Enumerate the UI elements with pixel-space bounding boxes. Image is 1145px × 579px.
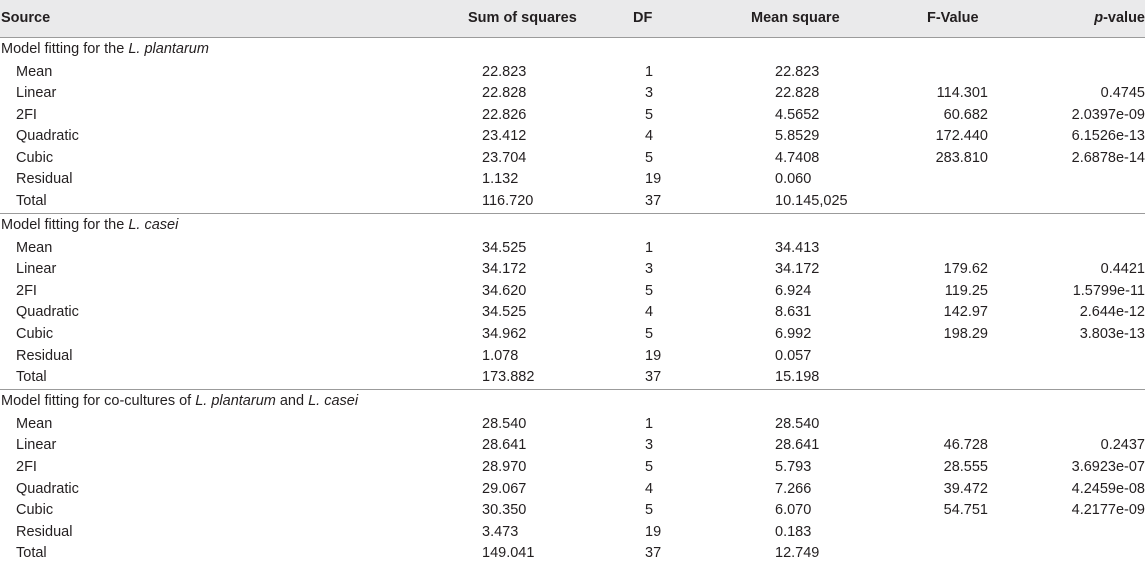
cell-f-value: 172.440 — [935, 128, 988, 145]
cell-p-value: 2.644e-12 — [1079, 304, 1145, 321]
cell-source: Quadratic — [16, 128, 79, 145]
cell-p-value: 0.2437 — [1100, 437, 1145, 454]
cell-f-value: 198.29 — [943, 326, 988, 343]
cell-df: 19 — [645, 347, 662, 364]
cell-p-value — [1005, 346, 1145, 368]
cell-df: 5 — [645, 282, 654, 299]
section-title-species: L. casei — [128, 216, 179, 233]
cell-source: Residual — [16, 347, 73, 364]
cell-mean-square: 5.793 — [775, 459, 812, 475]
cell-df: 5 — [645, 502, 654, 519]
table-row — [0, 62, 1145, 84]
cell-sum-of-squares: 30.350 — [482, 502, 527, 519]
cell-source: Mean — [16, 415, 53, 432]
section-title — [0, 213, 1145, 238]
cell-f-value: 179.62 — [943, 261, 988, 278]
cell-p-value: 3.803e-13 — [1079, 326, 1145, 343]
cell-df: 4 — [645, 480, 654, 497]
cell-p-value — [1005, 414, 1145, 436]
cell-source: Total — [16, 193, 47, 210]
cell-mean-square: 34.172 — [775, 261, 820, 278]
cell-f-value — [875, 191, 1005, 213]
table-row — [0, 238, 1145, 260]
cell-source: Residual — [16, 171, 73, 188]
cell-f-value: 114.301 — [936, 85, 988, 102]
header-sum-of-squares: Sum of squares — [385, 0, 625, 37]
cell-f-value — [875, 169, 1005, 191]
cell-source: Quadratic — [16, 304, 79, 321]
cell-sum-of-squares: 34.620 — [482, 282, 527, 299]
cell-mean-square: 34.413 — [775, 239, 820, 256]
cell-df: 37 — [645, 545, 662, 562]
section-title-text: Model fitting for the — [1, 216, 129, 233]
section-title — [0, 37, 1145, 62]
cell-f-value — [875, 522, 1005, 544]
cell-sum-of-squares: 22.828 — [482, 85, 527, 102]
cell-f-value — [875, 367, 1005, 389]
cell-p-value: 4.2177e-09 — [1071, 502, 1145, 519]
table-row — [0, 346, 1145, 368]
section-title — [0, 389, 1145, 414]
table-row — [0, 105, 1145, 127]
table-row — [0, 435, 1145, 457]
cell-sum-of-squares: 28.540 — [482, 415, 527, 432]
cell-df: 19 — [645, 171, 662, 188]
cell-source: Total — [16, 545, 47, 562]
cell-source: 2FI — [16, 106, 37, 123]
cell-sum-of-squares: 149.041 — [482, 545, 535, 562]
cell-source: 2FI — [16, 282, 37, 299]
cell-p-value — [1005, 522, 1145, 544]
cell-p-value — [1005, 62, 1145, 84]
section-title-text: Model fitting for the — [1, 40, 129, 57]
cell-source: 2FI — [16, 459, 37, 475]
cell-mean-square: 22.828 — [775, 85, 820, 102]
cell-mean-square: 6.924 — [775, 282, 812, 299]
header-p-value — [1005, 0, 1145, 37]
cell-source: Cubic — [16, 326, 54, 343]
table-row — [0, 500, 1145, 522]
cell-mean-square: 6.070 — [775, 502, 812, 519]
cell-df: 1 — [645, 415, 654, 432]
table-row — [0, 83, 1145, 105]
cell-f-value: 119.25 — [944, 282, 988, 299]
cell-source: Linear — [16, 261, 57, 278]
cell-f-value: 142.97 — [943, 304, 988, 321]
cell-sum-of-squares: 29.067 — [482, 480, 527, 497]
header-f-value: F-Value — [875, 0, 1005, 37]
table-row — [0, 324, 1145, 346]
cell-source: Linear — [16, 85, 57, 102]
cell-sum-of-squares: 23.412 — [482, 128, 527, 145]
cell-mean-square: 28.641 — [775, 437, 820, 454]
cell-f-value — [875, 238, 1005, 260]
table-row — [0, 302, 1145, 324]
cell-df: 4 — [645, 128, 654, 145]
cell-source: Residual — [16, 523, 73, 540]
cell-sum-of-squares: 34.962 — [482, 326, 527, 343]
cell-mean-square: 0.057 — [775, 347, 812, 364]
cell-p-value: 3.6923e-07 — [1071, 459, 1145, 475]
cell-p-value: 6.1526e-13 — [1071, 128, 1145, 145]
cell-p-value: 0.4421 — [1100, 261, 1145, 278]
cell-df: 37 — [645, 193, 662, 210]
cell-df: 1 — [645, 239, 654, 256]
cell-p-value: 0.4745 — [1100, 85, 1145, 102]
table-row — [0, 367, 1145, 389]
cell-mean-square: 4.5652 — [775, 106, 820, 123]
cell-mean-square: 22.823 — [775, 63, 820, 80]
header-p-rest: -value — [1103, 10, 1145, 27]
cell-source: Total — [16, 369, 47, 386]
header-mean-square: Mean square — [695, 0, 875, 37]
cell-df: 37 — [645, 369, 662, 386]
table-row — [0, 191, 1145, 213]
section-heading-row — [0, 37, 1145, 62]
cell-mean-square: 6.992 — [775, 326, 812, 343]
cell-p-value: 2.6878e-14 — [1071, 149, 1145, 166]
cell-f-value: 283.810 — [935, 149, 988, 166]
cell-mean-square: 15.198 — [775, 369, 820, 386]
cell-sum-of-squares: 23.704 — [482, 149, 527, 166]
cell-mean-square: 8.631 — [775, 304, 812, 321]
table-row — [0, 522, 1145, 544]
section-title-text: Model fitting for co-cultures of — [1, 393, 196, 410]
section-title-species: L. plantarum — [128, 40, 209, 57]
cell-df: 3 — [645, 437, 654, 454]
cell-mean-square: 10.145,025 — [775, 193, 848, 210]
header-p-italic: p — [1094, 10, 1104, 27]
cell-df: 1 — [645, 63, 654, 80]
table-row — [0, 414, 1145, 436]
table-row — [0, 259, 1145, 281]
cell-p-value: 2.0397e-09 — [1071, 106, 1145, 123]
cell-f-value: 39.472 — [943, 480, 988, 497]
table-row — [0, 479, 1145, 501]
table-row — [0, 543, 1145, 565]
cell-df: 19 — [645, 523, 662, 540]
cell-p-value — [1005, 367, 1145, 389]
cell-p-value: 1.5799e-11 — [1072, 282, 1145, 299]
cell-source: Mean — [16, 63, 53, 80]
table-row — [0, 169, 1145, 191]
cell-sum-of-squares: 1.132 — [482, 171, 519, 188]
section-heading-row — [0, 213, 1145, 238]
cell-p-value — [1005, 238, 1145, 260]
cell-f-value: 54.751 — [943, 502, 988, 519]
header-row — [0, 0, 1145, 37]
cell-mean-square: 12.749 — [775, 545, 820, 562]
table-row — [0, 281, 1145, 303]
cell-f-value: 60.682 — [943, 106, 988, 123]
cell-p-value — [1005, 543, 1145, 565]
cell-source: Quadratic — [16, 480, 79, 497]
cell-f-value: 46.728 — [943, 437, 988, 454]
cell-sum-of-squares: 28.970 — [482, 459, 527, 475]
section-title-text: and — [275, 393, 309, 410]
cell-sum-of-squares: 1.078 — [482, 347, 519, 364]
cell-mean-square: 0.060 — [775, 171, 812, 188]
cell-df: 5 — [645, 149, 654, 166]
cell-df: 5 — [645, 106, 654, 123]
cell-sum-of-squares: 34.525 — [482, 304, 527, 321]
cell-df: 4 — [645, 304, 654, 321]
cell-f-value — [875, 543, 1005, 565]
cell-mean-square: 4.7408 — [775, 149, 820, 166]
table-row — [0, 148, 1145, 170]
cell-mean-square: 28.540 — [775, 415, 820, 432]
section-title-species: L. casei — [308, 393, 359, 410]
cell-source: Linear — [16, 437, 57, 454]
cell-p-value — [1005, 169, 1145, 191]
cell-f-value — [875, 346, 1005, 368]
cell-sum-of-squares: 22.826 — [482, 106, 527, 123]
cell-source: Mean — [16, 239, 53, 256]
cell-df: 5 — [645, 326, 654, 343]
cell-f-value: 28.555 — [943, 459, 988, 475]
cell-p-value: 4.2459e-08 — [1071, 480, 1145, 497]
header-df: DF — [625, 0, 695, 37]
cell-f-value — [875, 414, 1005, 436]
cell-sum-of-squares: 3.473 — [482, 523, 519, 540]
cell-mean-square: 0.183 — [775, 523, 812, 540]
cell-source: Cubic — [16, 502, 54, 519]
table-body — [0, 37, 1145, 565]
section-heading-row — [0, 389, 1145, 414]
cell-sum-of-squares: 28.641 — [482, 437, 527, 454]
cell-p-value — [1005, 191, 1145, 213]
table-row — [0, 457, 1145, 479]
cell-df: 3 — [645, 261, 654, 278]
table-header — [0, 0, 1145, 37]
cell-sum-of-squares: 22.823 — [482, 63, 527, 80]
cell-f-value — [875, 62, 1005, 84]
cell-sum-of-squares: 34.525 — [482, 239, 527, 256]
cell-sum-of-squares: 34.172 — [482, 261, 527, 278]
cell-mean-square: 7.266 — [775, 480, 812, 497]
cell-sum-of-squares: 173.882 — [482, 369, 535, 386]
section-title-species: L. plantarum — [195, 393, 276, 410]
table-row — [0, 126, 1145, 148]
cell-df: 5 — [645, 459, 654, 475]
cell-sum-of-squares: 116.720 — [482, 193, 534, 210]
cell-df: 3 — [645, 85, 654, 102]
cell-source: Cubic — [16, 149, 54, 166]
header-source: Source — [0, 0, 385, 37]
cell-mean-square: 5.8529 — [775, 128, 820, 145]
